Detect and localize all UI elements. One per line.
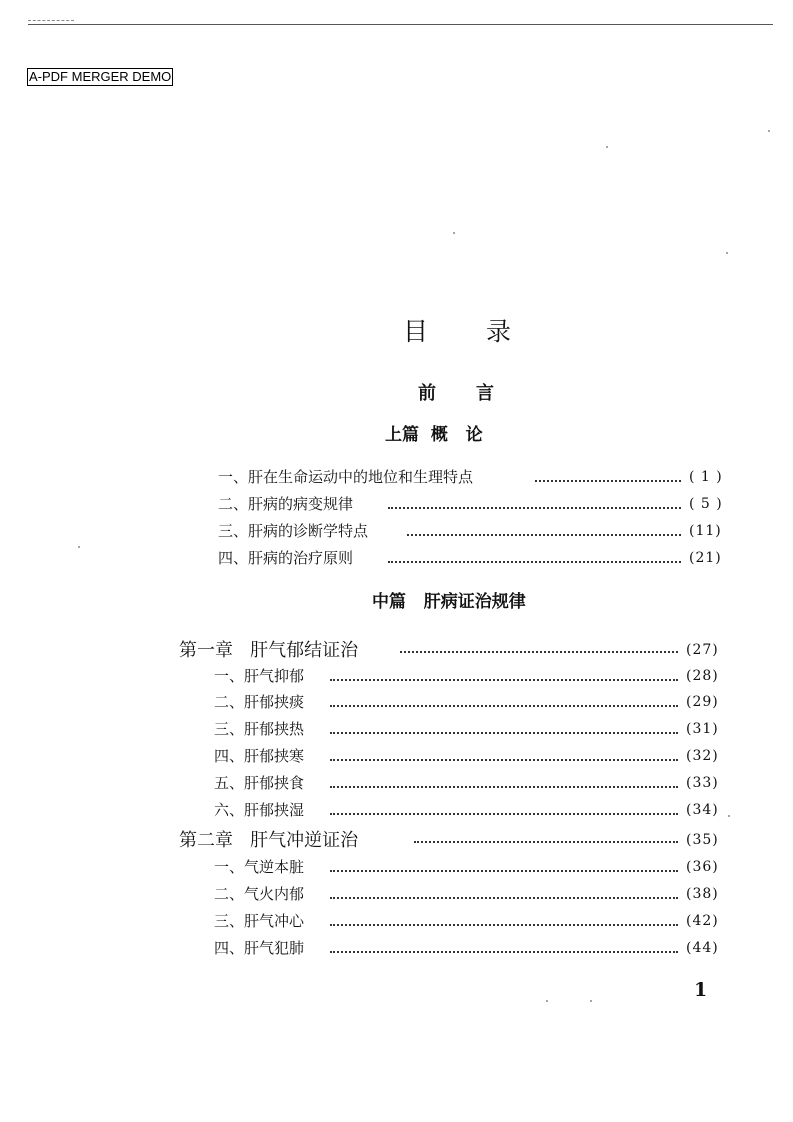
toc-entry-label: 三、肝病的诊断学特点 <box>218 522 369 540</box>
toc-chapter-entry[interactable] <box>0 636 793 662</box>
toc-entry-label: 四、肝郁挟寒 <box>214 747 305 765</box>
toc-chapter-label: 第二章 肝气冲逆证治 <box>179 830 359 851</box>
toc-entry-page: (42) <box>686 913 719 929</box>
page-title: 目录 <box>403 317 570 346</box>
toc-entry-label: 四、肝气犯肺 <box>214 939 305 957</box>
toc-chapter-label: 第一章 肝气郁结证治 <box>179 640 359 661</box>
dot-leader <box>407 534 681 536</box>
toc-entry[interactable] <box>0 856 793 882</box>
dot-leader <box>330 924 678 926</box>
toc-entry[interactable] <box>0 466 793 492</box>
toc-entry-label: 三、肝郁挟热 <box>214 720 305 738</box>
scan-speck <box>546 1000 548 1002</box>
page-number: 1 <box>694 979 708 1001</box>
preface-heading: 前言 <box>418 383 534 404</box>
toc-entry[interactable] <box>0 520 793 546</box>
toc-entry-label: 五、肝郁挟食 <box>214 774 305 792</box>
toc-entry[interactable] <box>0 547 793 573</box>
toc-entry-page: ( 5 ) <box>689 496 723 512</box>
toc-entry[interactable] <box>0 937 793 963</box>
toc-chapter-page: (27) <box>686 642 719 658</box>
toc-chapter-page: (35) <box>686 832 719 848</box>
toc-entry[interactable] <box>0 718 793 744</box>
scan-speck <box>726 252 728 254</box>
toc-entry-label: 六、肝郁挟湿 <box>214 801 305 819</box>
toc-entry-page: (29) <box>686 694 719 710</box>
dot-leader <box>330 786 678 788</box>
toc-chapter-entry[interactable] <box>0 826 793 852</box>
toc-entry[interactable] <box>0 910 793 936</box>
dot-leader <box>330 705 678 707</box>
watermark-label: A-PDF MERGER DEMO <box>29 69 172 84</box>
toc-entry-label: 一、肝在生命运动中的地位和生理特点 <box>218 468 474 486</box>
toc-entry-page: (28) <box>686 668 719 684</box>
toc-entry-page: (11) <box>689 523 722 539</box>
dot-leader <box>330 870 678 872</box>
dot-leader <box>330 813 678 815</box>
toc-entry-label: 二、气火内郁 <box>214 885 305 903</box>
dot-leader <box>330 951 678 953</box>
scan-speck <box>606 146 608 148</box>
top-rule <box>28 24 773 25</box>
dot-leader <box>388 561 681 563</box>
toc-entry-page: (31) <box>686 721 719 737</box>
toc-entry-page: (21) <box>689 550 722 566</box>
part1-heading: 上篇 概 论 <box>385 425 483 445</box>
toc-entry-label: 二、肝郁挟痰 <box>214 693 305 711</box>
toc-entry-page: (34) <box>686 802 719 818</box>
dot-leader <box>330 732 678 734</box>
toc-entry-page: (33) <box>686 775 719 791</box>
toc-entry-page: (36) <box>686 859 719 875</box>
dot-leader <box>330 759 678 761</box>
scan-speck <box>590 1000 592 1002</box>
toc-entry-label: 三、肝气冲心 <box>214 912 305 930</box>
toc-entry-page: ( 1 ) <box>689 469 723 485</box>
toc-entry-page: (32) <box>686 748 719 764</box>
scan-speck <box>453 232 455 234</box>
toc-entry[interactable] <box>0 745 793 771</box>
part2-heading: 中篇 肝病证治规律 <box>372 592 526 612</box>
scan-speck <box>768 130 770 132</box>
dot-leader <box>330 897 678 899</box>
toc-entry-label: 二、肝病的病变规律 <box>218 495 354 513</box>
toc-entry-page: (38) <box>686 886 719 902</box>
dot-leader <box>388 507 681 509</box>
dot-leader <box>400 651 678 653</box>
toc-entry[interactable] <box>0 493 793 519</box>
toc-entry[interactable] <box>0 883 793 909</box>
dot-leader <box>414 841 678 843</box>
toc-entry[interactable] <box>0 691 793 717</box>
toc-entry[interactable] <box>0 772 793 798</box>
dot-leader <box>535 480 681 482</box>
toc-entry-label: 一、肝气抑郁 <box>214 667 305 685</box>
toc-entry[interactable] <box>0 799 793 825</box>
top-dash-mark <box>28 20 74 21</box>
toc-entry-label: 一、气逆本脏 <box>214 858 305 876</box>
dot-leader <box>330 679 678 681</box>
toc-entry-label: 四、肝病的治疗原则 <box>218 549 354 567</box>
toc-entry[interactable] <box>0 665 793 691</box>
toc-entry-page: (44) <box>686 940 719 956</box>
